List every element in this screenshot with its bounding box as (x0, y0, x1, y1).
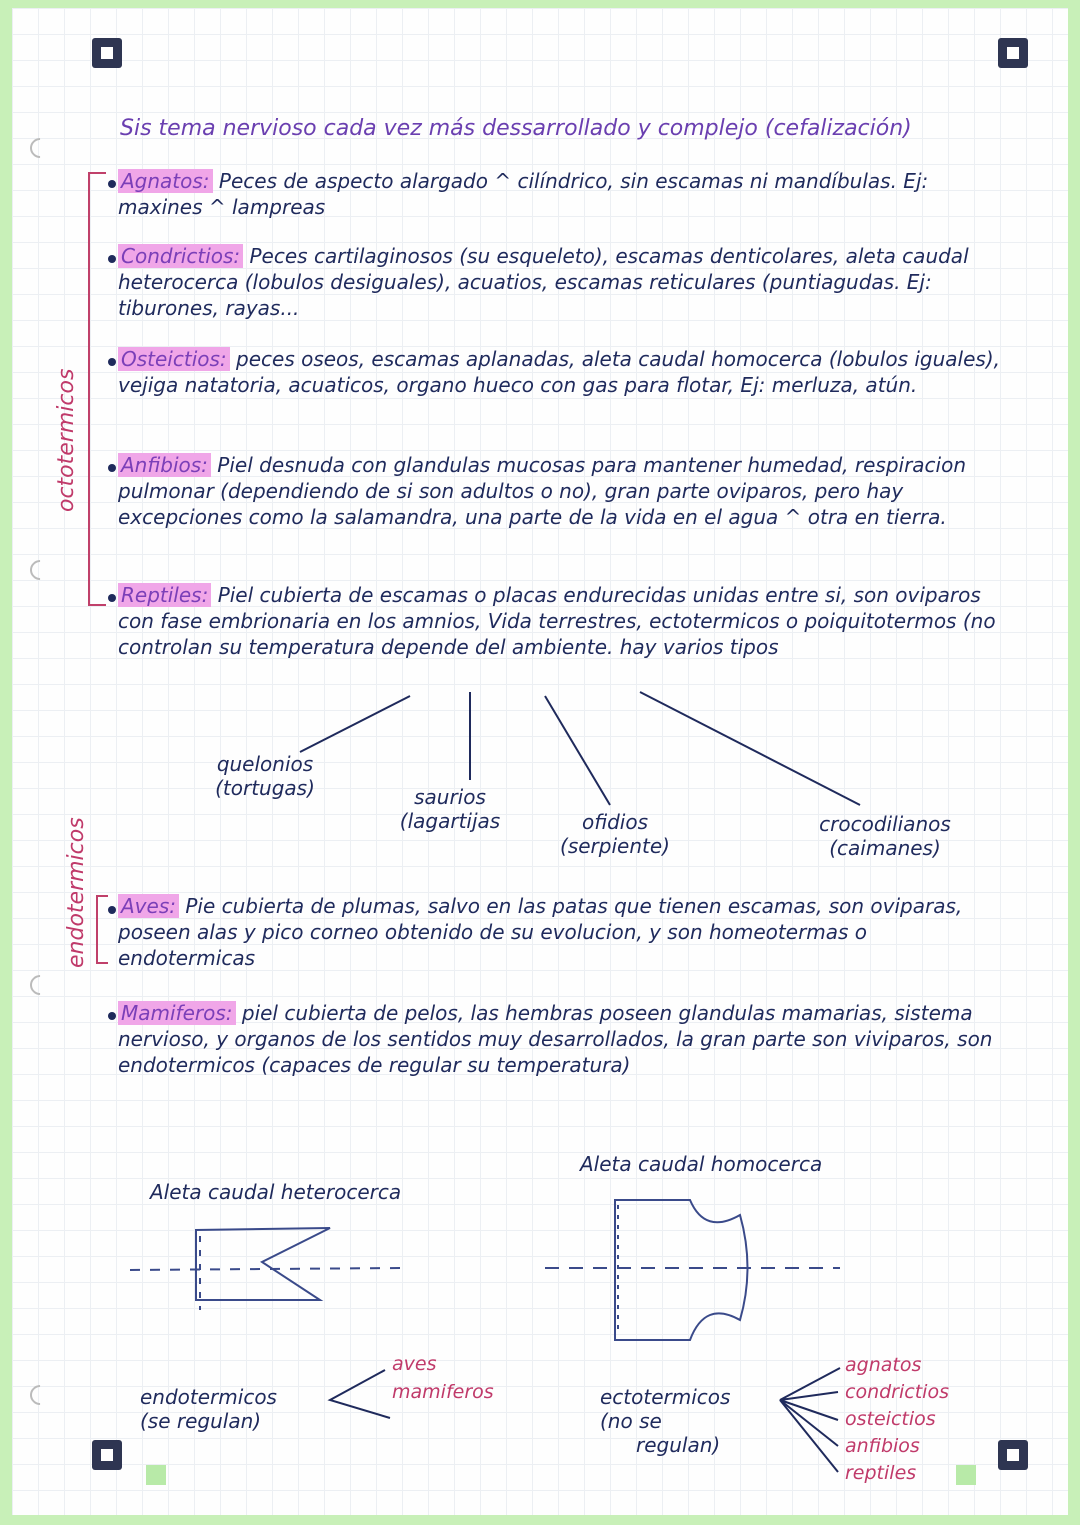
summary-ecto-list (845, 1352, 949, 1487)
list-item: condrictios (845, 1381, 949, 1403)
summary-ecto-note: (no se (600, 1409, 662, 1433)
intro-line: Sis tema nervioso cada vez más dessarrollado y complejo (cefalización) (120, 116, 912, 141)
reptile-type-note: (lagartijas (399, 809, 501, 833)
summary-ecto-label: ectotermicos (600, 1385, 731, 1409)
endotermicos-side-label: endotermicos (64, 817, 89, 968)
term-anfibios: Anfibios: (118, 453, 211, 477)
fin-caption-homocerca: Aleta caudal homocerca (580, 1152, 823, 1176)
summary-ecto-note: regulan) (636, 1433, 721, 1457)
list-item: mamiferos (392, 1381, 494, 1403)
reptile-type-note: (tortugas) (215, 776, 315, 800)
list-item: osteictios (845, 1408, 936, 1430)
ectotermicos-side-label: octotermicos (54, 368, 79, 512)
summary-ectotermicos (600, 1385, 780, 1457)
summary-endo-list (392, 1350, 494, 1406)
term-reptiles: Reptiles: (118, 583, 211, 607)
term-mamiferos: Mamiferos: (118, 1001, 236, 1025)
summary-endo-note: (se regulan) (140, 1409, 262, 1433)
list-item: agnatos (845, 1354, 922, 1376)
text-agnatos: Peces de aspecto alargado ^ cilíndrico, sin escamas ni mandíbulas. Ej: maxines ^ lampreas (118, 169, 929, 219)
list-item: aves (392, 1353, 437, 1375)
reptile-type-name: ofidios (581, 810, 649, 834)
text-aves: Pie cubierta de plumas, salvo en las patas que tienen escamas, son oviparas, poseen alas y pico corneo obtenido de su evolucion, y son homeotermas o endotermicas (118, 894, 963, 970)
reptile-type-note: (serpiente) (560, 834, 670, 858)
reptile-type-name: crocodilianos (819, 812, 951, 836)
term-agnatos: Agnatos: (118, 169, 213, 193)
fin-caption-heterocerca: Aleta caudal heterocerca (150, 1180, 402, 1204)
reptile-type-name: quelonios (216, 752, 314, 776)
text-anfibios: Piel desnuda con glandulas mucosas para mantener humedad, respiracion pulmonar (dependiendo de si son adultos o no), gran parte oviparos, pero hay excepciones como la salamandra, una parte de la vida en el agua ^ otra en tierra. (118, 453, 967, 529)
term-aves: Aves: (118, 894, 179, 918)
reptile-type-name: saurios (414, 785, 486, 809)
text-mamiferos: piel cubierta de pelos, las hembras poseen glandulas mamarias, sistema nervioso, y organos de los sentidos muy desarrollados, la gran parte son viviparos, son endotermicos (capaces de regular su temperatura) (118, 1001, 993, 1077)
summary-endo-label: endotermicos (140, 1385, 277, 1409)
list-item: reptiles (845, 1462, 917, 1484)
term-condrictios: Condrictios: (118, 244, 243, 268)
list-item: anfibios (845, 1435, 920, 1457)
term-osteictios: Osteictios: (118, 347, 230, 371)
text-condrictios: Peces cartilaginosos (su esqueleto), escamas denticolares, aleta caudal heterocerca (lobulos desiguales), acuatios, escamas reticulares (puntiagudas. Ej: tiburones, rayas... (118, 244, 969, 320)
text-osteictios: peces oseos, escamas aplanadas, aleta caudal homocerca (lobulos iguales), vejiga natatoria, acuaticos, organo hueco con gas para flotar, Ej: merluza, atún. (118, 347, 1000, 397)
reptile-type-note: (caimanes) (829, 836, 941, 860)
text-reptiles: Piel cubierta de escamas o placas endurecidas unidas entre si, son oviparos con fase embrionaria en los amnios, Vida terrestres, ectotermicos o poiquitotermos (no controlan su temperatura depende del ambiente. hay varios tipos (118, 583, 996, 659)
summary-endotermicos (140, 1385, 330, 1433)
